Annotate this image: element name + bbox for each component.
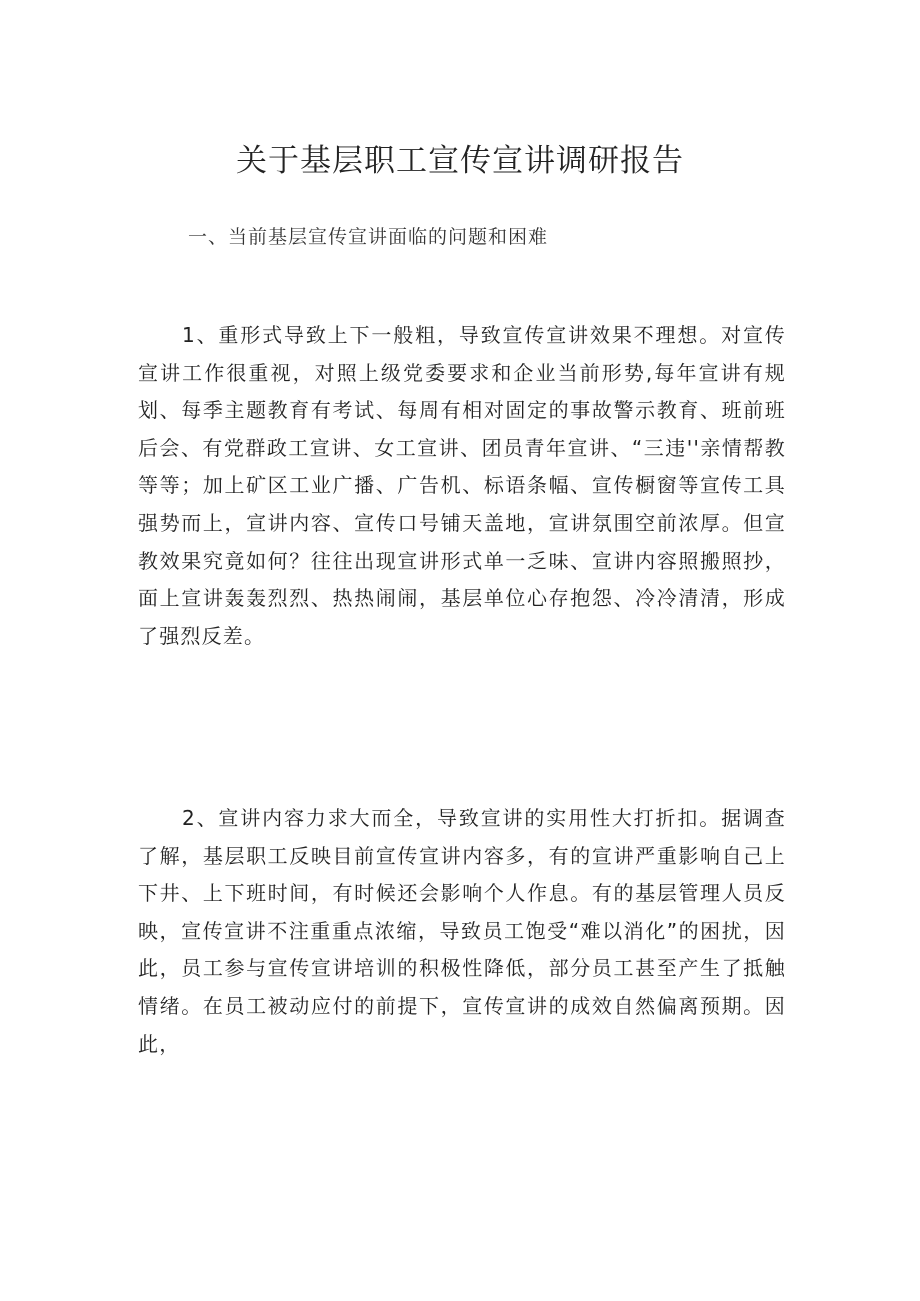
paragraph-1: 1、重形式导致上下一般粗，导致宣传宣讲效果不理想。对宣传宣讲工作很重视，对照上级党委要求和企业当前形势,每年宣讲有规划、每季主题教育有考试、每周有相对固定的事故警示教育、班前班后会、有党群政工宣讲、女工宣讲、团员青年宣讲、“三违''亲情帮教等等；加上矿区工业广播、广告机、标语条幅、宣传橱窗等宣传工具强势而上，宣讲内容、宣传口号铺天盖地，宣讲氛围空前浓厚。但宣教效果究竟如何？往往出现宣讲形式单一乏味、宣讲内容照搬照抄，面上宣讲轰轰烈烈、热热闹闹，基层单位心存抱怨、冷冷清清，形成了强烈反差。 — [138, 323, 786, 648]
paragraph-2: 2、宣讲内容力求大而全，导致宣讲的实用性大打折扣。据调查了解，基层职工反映目前宣传宣讲内容多，有的宣讲严重影响自己上下井、上下班时间，有时候还会影响个人作息。有的基层管理人员反映，宣传宣讲不注重重点浓缩，导致员工饱受“难以消化”的困扰，因此，员工参与宣传宣讲培训的积极性降低，部分员工甚至产生了抵触情绪。在员工被动应付的前提下，宣传宣讲的成效自然偏离预期。因此， — [138, 806, 786, 1056]
document-title: 关于基层职工宣传宣讲调研报告 — [236, 143, 684, 179]
section-heading: 一、当前基层宣传宣讲面临的问题和困难 — [188, 226, 549, 248]
